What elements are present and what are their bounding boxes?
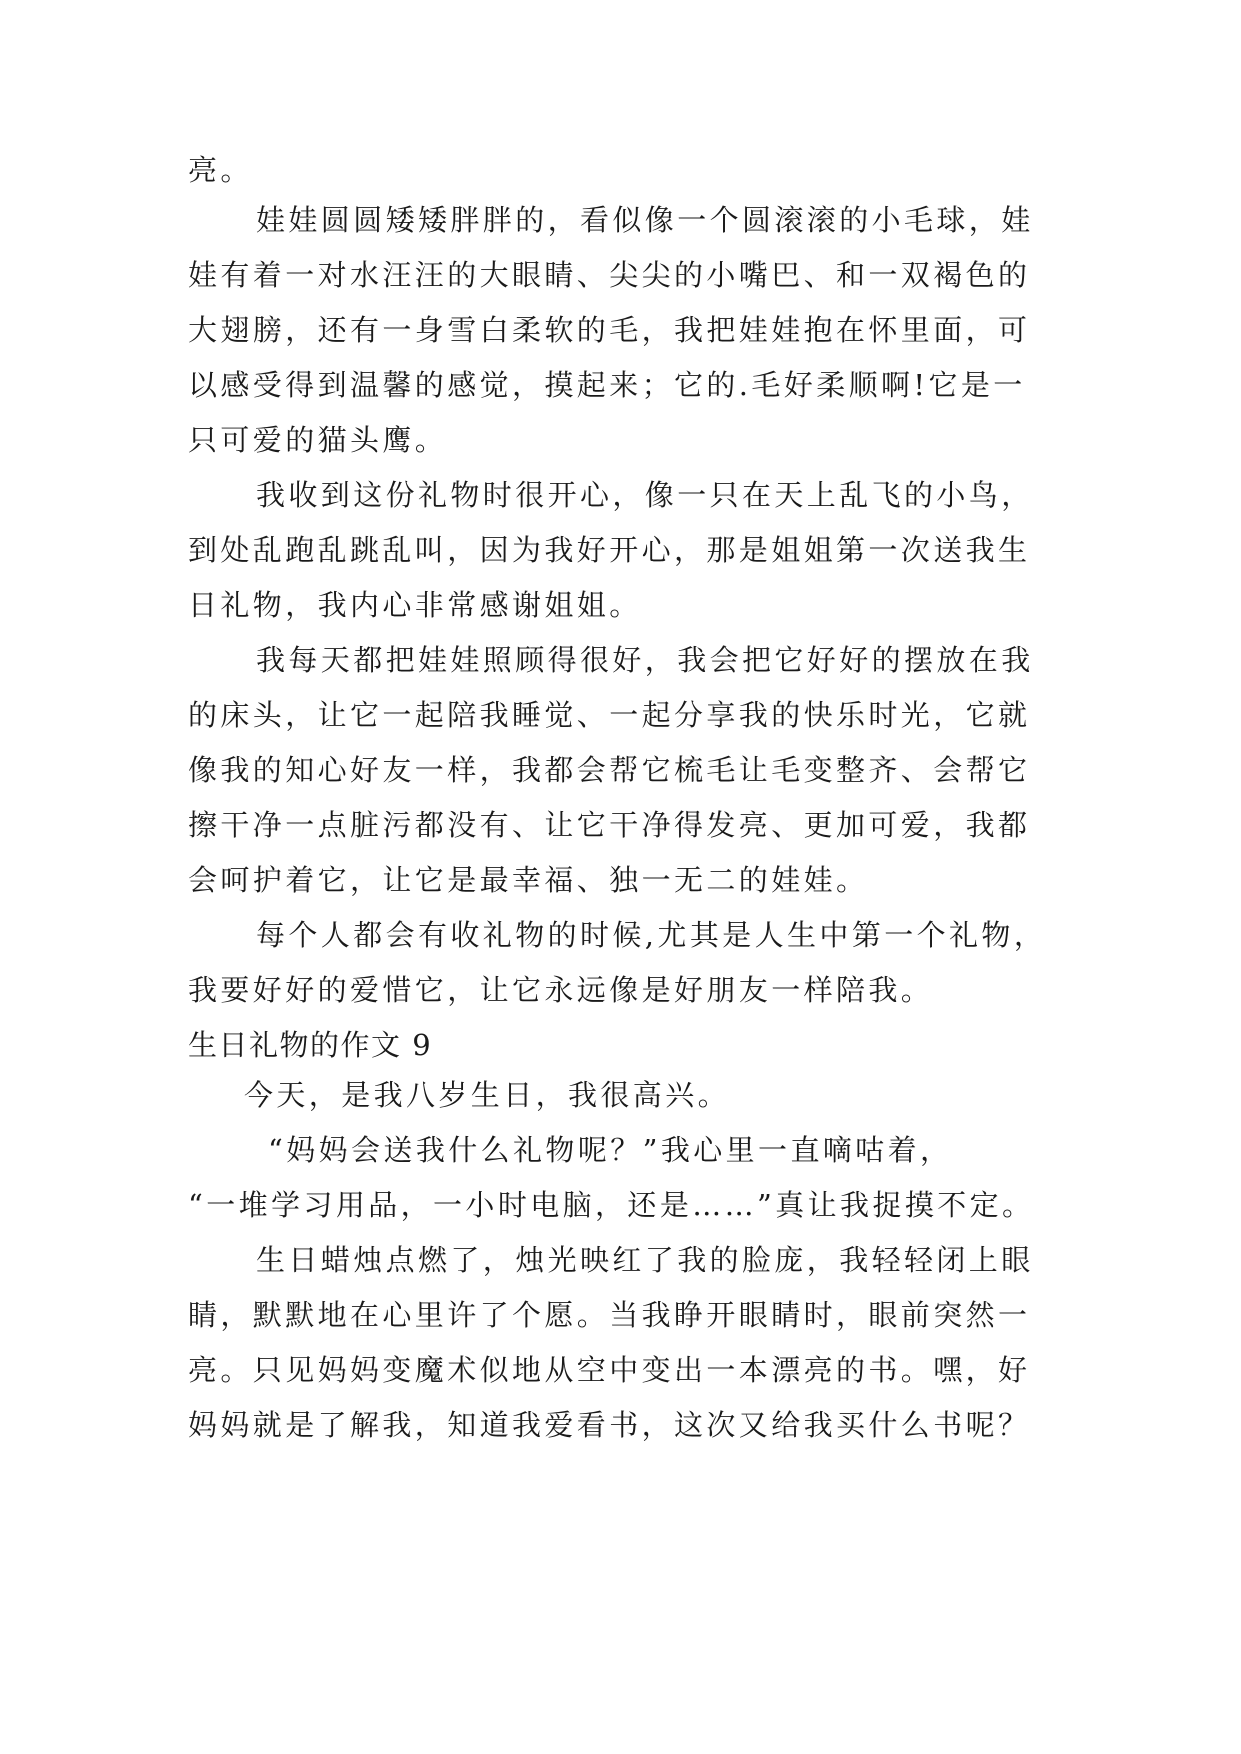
text-line: 擦干净一点脏污都没有、让它干净得发亮、更加可爱，我都 (188, 808, 1031, 842)
text-line: 像我的知心好友一样，我都会帮它梳毛让毛变整齐、会帮它 (188, 753, 1031, 787)
paragraph-start-line: 娃娃圆圆矮矮胖胖的，看似像一个圆滚滚的小毛球，娃 (256, 203, 1034, 237)
text-line: 我要好好的爱惜它，让它永远像是好朋友一样陪我。 (188, 973, 934, 1007)
paragraph-start-line: 今天，是我八岁生日，我很高兴。 (244, 1078, 731, 1112)
paragraph-start-line: 我每天都把娃娃照顾得很好，我会把它好好的摆放在我 (256, 643, 1034, 677)
text-line: 日礼物，我内心非常感谢姐姐。 (188, 588, 642, 622)
text-line: 的床头，让它一起陪我睡觉、一起分享我的快乐时光，它就 (188, 698, 1031, 732)
text-line: 以感受得到温馨的感觉，摸起来；它的.毛好柔顺啊!它是一 (188, 368, 1026, 402)
paragraph-start-line: “妈妈会送我什么礼物呢？”我心里一直嘀咕着， (268, 1133, 953, 1167)
text-line: 大翅膀，还有一身雪白柔软的毛，我把娃娃抱在怀里面，可 (188, 313, 1031, 347)
text-line: 到处乱跑乱跳乱叫，因为我好开心，那是姐姐第一次送我生 (188, 533, 1031, 567)
section-heading: 生日礼物的作文 9 (188, 1028, 433, 1062)
text-line: “一堆学习用品，一小时电脑，还是……”真让我捉摸不定。 (188, 1188, 1035, 1222)
text-line: 会呵护着它，让它是最幸福、独一无二的娃娃。 (188, 863, 869, 897)
paragraph-start-line: 我收到这份礼物时很开心，像一只在天上乱飞的小鸟， (256, 478, 1034, 512)
text-line: 娃有着一对水汪汪的大眼睛、尖尖的小嘴巴、和一双褐色的 (188, 258, 1031, 292)
paragraph-start-line: 生日蜡烛点燃了，烛光映红了我的脸庞，我轻轻闭上眼 (256, 1243, 1034, 1277)
text-line: 亮。只见妈妈变魔术似地从空中变出一本漂亮的书。嘿，好 (188, 1353, 1031, 1387)
text-line: 妈妈就是了解我，知道我爱看书，这次又给我买什么书呢？ (188, 1408, 1031, 1442)
text-line: 只可爱的猫头鹰。 (188, 423, 448, 457)
paragraph-start-line: 每个人都会有收礼物的时候,尤其是人生中第一个礼物， (256, 918, 1047, 952)
text-line: 亮。 (188, 153, 253, 187)
text-line: 睛，默默地在心里许了个愿。当我睁开眼睛时，眼前突然一 (188, 1298, 1031, 1332)
